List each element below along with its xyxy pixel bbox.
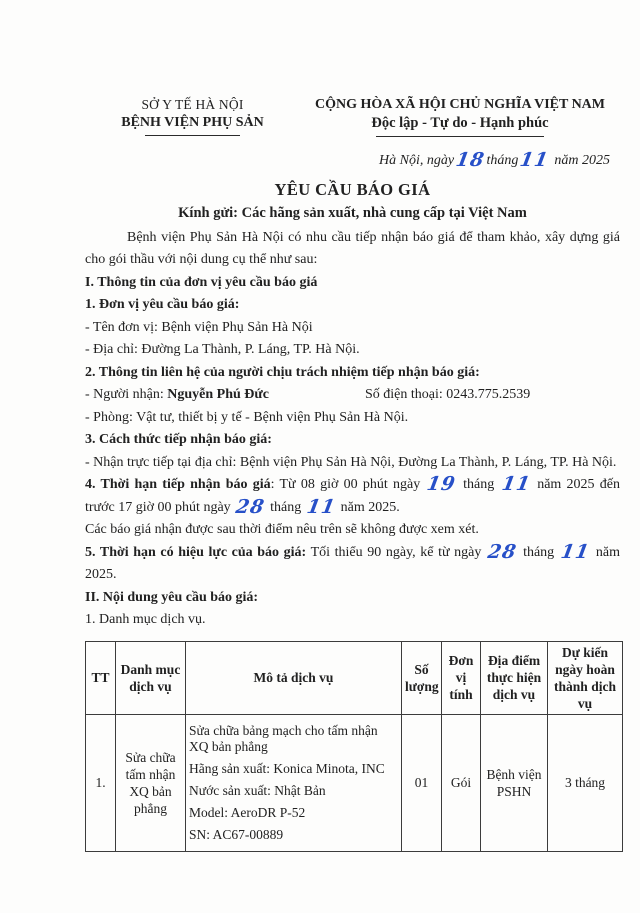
service-list-heading: 1. Danh mục dịch vụ. (85, 612, 206, 627)
handwritten-month: 11 (518, 149, 551, 171)
cell-completion: 3 tháng (548, 714, 623, 851)
section-I-heading: I. Thông tin của đơn vị yêu cầu báo giá (85, 274, 318, 290)
cell-location: Bệnh viện PSHN (481, 714, 548, 851)
s2-recipient-line (85, 384, 620, 407)
handwritten-day-end: 28 (234, 495, 267, 518)
handwritten-validity-day: 28 (486, 540, 519, 563)
cell-tt: 1. (86, 714, 116, 851)
s4-text-1: : Từ 08 giờ 00 phút ngày (270, 477, 426, 492)
letterhead (85, 97, 620, 137)
section-II-heading: II. Nội dung yêu cầu báo giá: (85, 589, 259, 605)
salutation: Kính gửi: Các hãng sản xuất, nhà cung cấp tại Việt Nam (178, 204, 527, 221)
dateline-suffix: năm 2025 (554, 153, 610, 168)
handwritten-month-start: 11 (499, 473, 532, 495)
recipient-label: - Người nhận: (85, 387, 168, 402)
col-header-description: Mô tả dịch vụ (186, 641, 402, 714)
handwritten-day: 18 (454, 149, 487, 171)
cell-unit: Gói (442, 714, 481, 851)
cell-category: Sửa chữa tấm nhận XQ bản phẳng (116, 714, 186, 851)
description-line: Sửa chữa bảng mạch cho tấm nhận XQ bản phẳng (189, 722, 378, 754)
issuer-authority: SỞ Y TẾ HÀ NỘI (141, 97, 244, 112)
col-header-category: Danh mục dịch vụ (116, 641, 186, 714)
issuer-block (85, 97, 300, 137)
col-header-completion: Dự kiến ngày hoàn thành dịch vụ (548, 641, 623, 714)
table-row (86, 714, 623, 851)
s4-paragraph (85, 474, 620, 519)
recipient-name: Nguyễn Phú Đức (167, 387, 270, 402)
description-line: SN: AC67-00889 (189, 826, 284, 842)
col-header-location: Địa điểm thực hiện dịch vụ (481, 641, 548, 714)
description-line: Model: AeroDR P-52 (189, 804, 306, 820)
description-line: Nước sản xuất: Nhật Bản (189, 782, 326, 798)
s3-text: - Nhận trực tiếp tại địa chỉ: Bệnh viện Phụ Sản Hà Nội, Đường La Thành, P. Láng, TP. Hà Nội. (85, 454, 617, 470)
col-header-quantity: Số lượng (402, 641, 442, 714)
cell-quantity: 01 (402, 714, 442, 851)
handwritten-validity-month: 11 (558, 540, 592, 563)
col-header-unit: Đơn vị tính (442, 641, 481, 714)
s5-text-2: tháng (518, 544, 559, 560)
national-motto-block (300, 97, 620, 137)
dateline (85, 150, 620, 173)
s4-text-3: năm 2025 đến trước 17 giờ 00 phút ngày (85, 477, 621, 515)
intro-paragraph: Bệnh viện Phụ Sản Hà Nội có nhu cầu tiếp nhận báo giá để tham khảo, xây dựng giá cho gói thầu với nội dung cụ thể như sau: (85, 229, 620, 267)
document-title: YÊU CẦU BÁO GIÁ (274, 179, 431, 199)
s1-unit-name: - Tên đơn vị: Bệnh viện Phụ Sản Hà Nội (85, 319, 313, 335)
issuer-underline (145, 135, 240, 136)
dateline-prefix: Hà Nội, ngày (379, 153, 455, 168)
service-table (85, 641, 623, 852)
s4-text-2: tháng (457, 477, 500, 492)
description-line: Hãng sản xuất: Konica Minota, INC (189, 760, 385, 776)
s2-heading: 2. Thông tin liên hệ của người chịu trách nhiệm tiếp nhận báo giá: (85, 364, 480, 380)
s5-text-1: Tối thiểu 90 ngày, kể từ ngày (306, 544, 487, 560)
s1-heading: 1. Đơn vị yêu cầu báo giá: (85, 297, 240, 312)
s1-address: - Địa chỉ: Đường La Thành, P. Láng, TP. Hà Nội. (85, 342, 360, 357)
s5-heading: 5. Thời hạn có hiệu lực của báo giá: (85, 544, 307, 560)
s2-department: - Phòng: Vật tư, thiết bị y tế - Bệnh viện Phụ Sản Hà Nội. (85, 409, 409, 425)
national-motto: Độc lập - Tự do - Hạnh phúc (371, 115, 549, 131)
handwritten-day-start: 19 (425, 473, 458, 495)
s4-text-4: tháng (266, 499, 305, 515)
phone-number: Số điện thoại: 0243.775.2539 (365, 387, 531, 402)
cell-description (186, 714, 402, 851)
s5-text-3: năm 2025. (85, 544, 620, 582)
s4-heading: 4. Thời hạn tiếp nhận báo giá (85, 477, 271, 492)
dateline-mid: tháng (486, 153, 519, 168)
s4-text-5: năm 2025. (337, 499, 400, 515)
s4-note: Các báo giá nhận được sau thời điểm nêu trên sẽ không được xem xét. (85, 522, 479, 537)
motto-underline (376, 136, 544, 137)
col-header-tt: TT (86, 641, 116, 714)
handwritten-month-end: 11 (304, 495, 338, 518)
issuer-hospital: BỆNH VIỆN PHỤ SẢN (121, 115, 264, 130)
table-header-row (86, 641, 623, 714)
s5-paragraph (85, 542, 620, 587)
s3-heading: 3. Cách thức tiếp nhận báo giá: (85, 432, 272, 447)
national-title: CỘNG HÒA XÃ HỘI CHỦ NGHĨA VIỆT NAM (314, 97, 605, 112)
